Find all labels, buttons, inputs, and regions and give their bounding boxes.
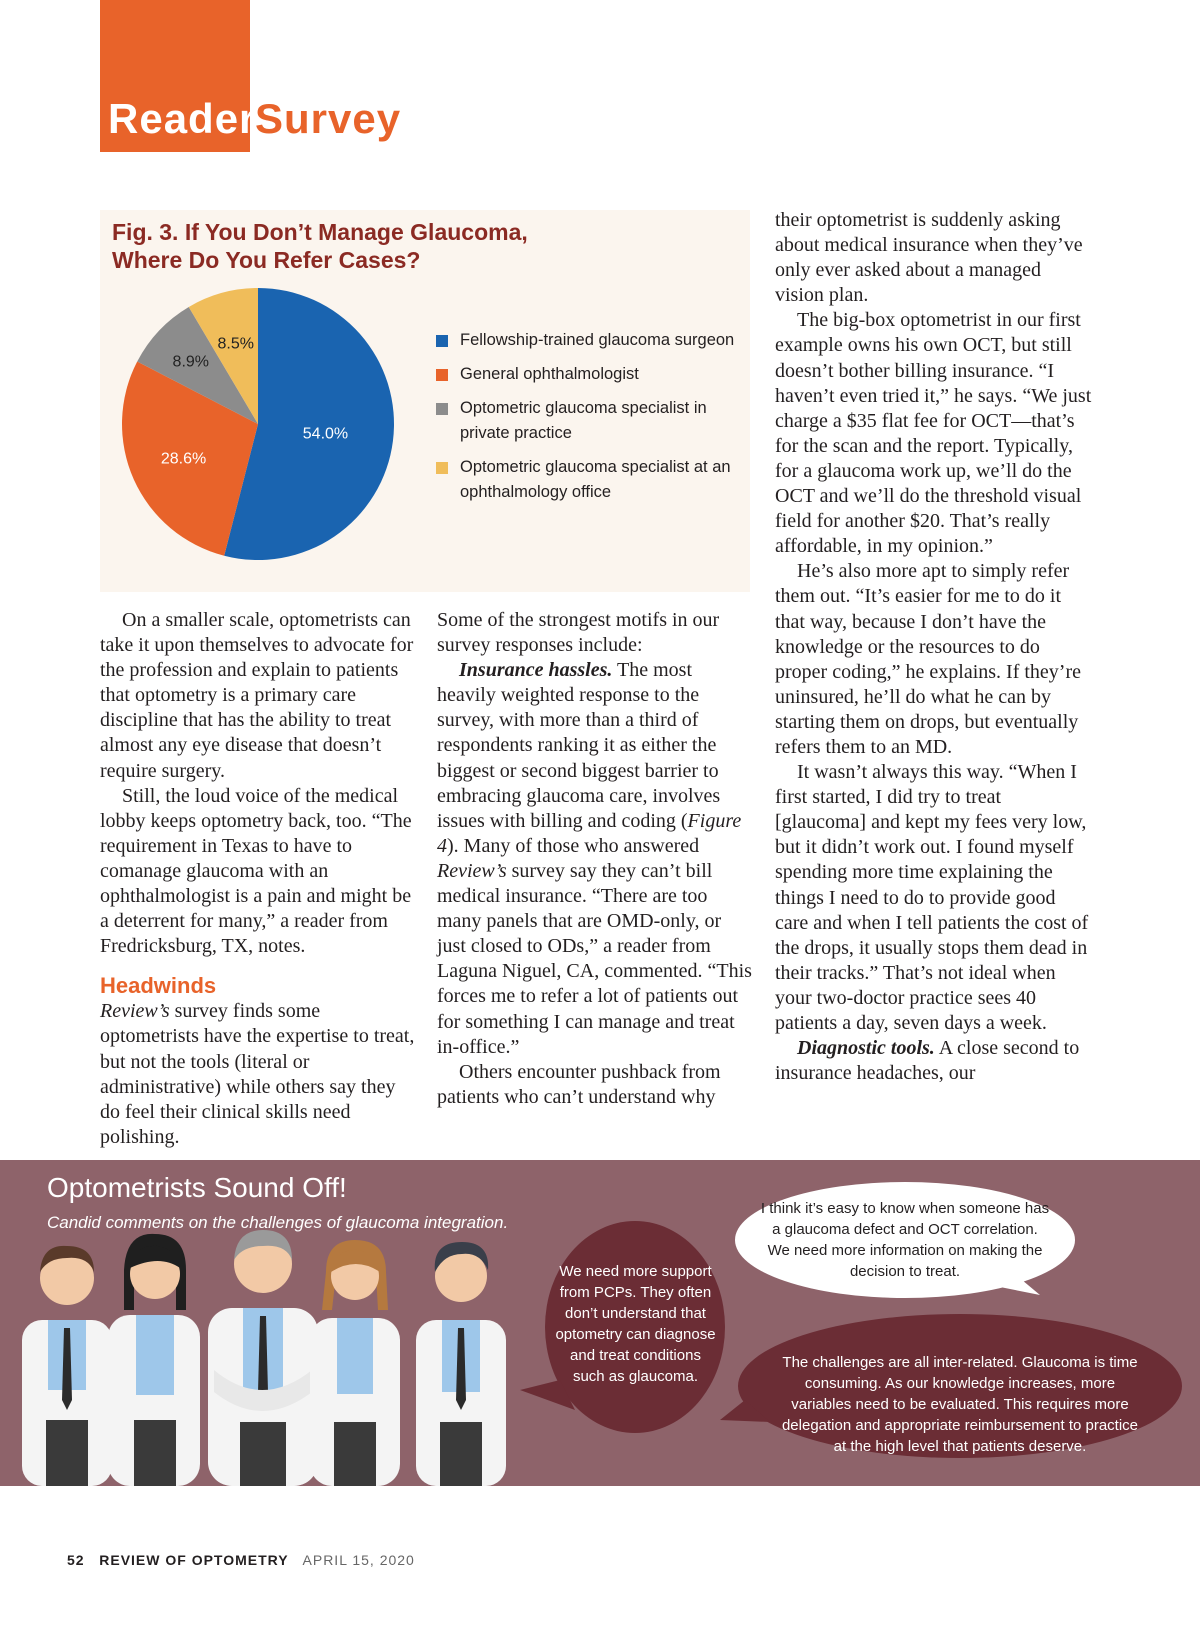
body-column-3 [775,208,1093,1086]
legend-label: General ophthalmologist [460,365,639,383]
paragraph: Some of the strongest motifs in our survey responses include: [437,609,720,657]
legend-item-private-practice [436,396,736,446]
doctor-illustration-2 [108,1234,200,1486]
figure-title-line2: Where Do You Refer Cases? [112,247,421,273]
header-word-reader: Reader [108,95,257,142]
paragraph: their optometrist is suddenly asking about medical insurance when they’ve only ever asked about a managed vision plan. [775,209,1083,307]
doctor-illustration-4 [310,1240,400,1486]
legend-item-ophth-office [436,455,736,505]
body-column-2 [437,608,755,1110]
legend-item-general [436,362,736,387]
page-number: 52 [67,1552,85,1568]
quote-pcp: We need more support from PCPs. They often don’t understand that optometry can diagnose and treat conditions such as glaucoma. [555,1263,716,1385]
chart-legend [436,328,736,514]
legend-swatch-yellow [436,462,448,474]
sidebar-title: Optometrists Sound Off! [47,1172,347,1203]
sidebar-subtitle: Candid comments on the challenges of glaucoma integration. [47,1213,509,1232]
paragraph: It wasn’t always this way. “When I first started, I did try to treat [glaucoma] and kept my fees very low, but it didn’t work out. I found myself spending more time explaining the things I need to do to provide good care and when I tell patients the cost of the drops, it usually stops them dead in their tracks.” That’s not ideal when your two-doctor practice sees 40 patients a day, seven days a week. [775,761,1089,1034]
run-in-head: Insurance hassles. [459,659,613,682]
pie-data-label: 8.9% [172,353,210,371]
publication-name: REVIEW OF OPTOMETRY [99,1552,289,1568]
issue-date: APRIL 15, 2020 [302,1552,415,1568]
paragraph: Still, the loud voice of the medical lobby keeps optometry back, too. “The requirement in Texas to have to comanage glaucoma with an ophthalmologist is a pain and might be a deterrent for many,” a reader from Fredricksburg, TX, notes. [100,784,412,958]
legend-swatch-blue [436,335,448,347]
quote-oct: I think it’s easy to know when someone has a glaucoma defect and OCT correlation. We need more information on making the decision to treat. [760,1200,1050,1280]
pie-chart [120,286,396,562]
subhead-headwinds: Headwinds [100,973,217,999]
legend-swatch-orange [436,369,448,381]
header-word-survey: Survey [255,95,402,142]
legend-label: Fellowship-trained glaucoma surgeon [460,331,735,349]
pie-data-label: 54.0% [302,425,349,443]
paragraph: He’s also more apt to simply refer them out. “It’s easier for me to do it that way, because I don’t have the knowledge or the resources to do proper coding,” he explains. If they’re uninsured, he’ll do what he can by starting them on drops, but eventually refers them to an MD. [775,560,1081,758]
page-footer [67,1552,415,1568]
paragraph: Others encounter pushback from patients who can’t understand why [437,1060,721,1108]
paragraph: Review’s survey finds some optometrists have the expertise to treat, but not the tools (literal or administrative) while others say they do feel their clinical skills need polishing. [100,1000,415,1148]
doctor-illustration-5 [416,1242,506,1486]
doctor-illustration-1 [22,1246,112,1486]
paragraph: Insurance hassles. The most heavily weighted response to the survey, with more than a third of respondents ranking it as either the biggest or second biggest barrier to embracing glaucoma care, involves issues with billing and coding (Figure 4). Many of those who answered Review’s survey say they can’t bill medical insurance. “There are too many panels that are OMD-only, or just closed to ODs,” a reader from Laguna Niguel, CA, commented. “This forces me to refer a lot of patients out for something I can manage and treat in-office.” [437,659,752,1058]
legend-item-fellowship [436,328,736,353]
legend-label: Optometric glaucoma specialist in private practice [460,399,707,442]
paragraph: The big-box optometrist in our first example owns his own OCT, but still doesn’t bother billing insurance. “I haven’t even tried it,” he says. “We just charge a $35 flat fee for OCT—that’s for the scan and the report. Typically, for a glaucoma work up, we’ll do the OCT and we’ll do the threshold visual field for another $20. That’s really affordable, in my opinion.” [775,309,1092,558]
quote-challenges: The challenges are all inter-related. Glaucoma is time consuming. As our knowledge increases, more variables need to be evaluated. This requires more delegation and appropriate reimbursement to practice at the high level that patients deserve. [781,1354,1139,1455]
figure-title [112,218,712,274]
paragraph: Diagnostic tools. A close second to insurance headaches, our [775,1037,1080,1085]
pie-data-label: 28.6% [160,450,207,468]
doctor-illustration-3 [208,1230,318,1486]
figure-title-line1: Fig. 3. If You Don’t Manage Glaucoma, [112,219,528,245]
pie-data-label: 8.5% [217,335,254,353]
legend-swatch-gray [436,403,448,415]
body-column-1 [100,608,418,1150]
run-in-head: Diagnostic tools. [797,1037,935,1060]
legend-label: Optometric glaucoma specialist at an ophthalmology office [460,458,731,501]
paragraph: On a smaller scale, optometrists can take it upon themselves to advocate for the profession and explain to patients that optometry is a primary care discipline that has the ability to treat almost any eye disease that doesn’t require surgery. [100,609,414,782]
